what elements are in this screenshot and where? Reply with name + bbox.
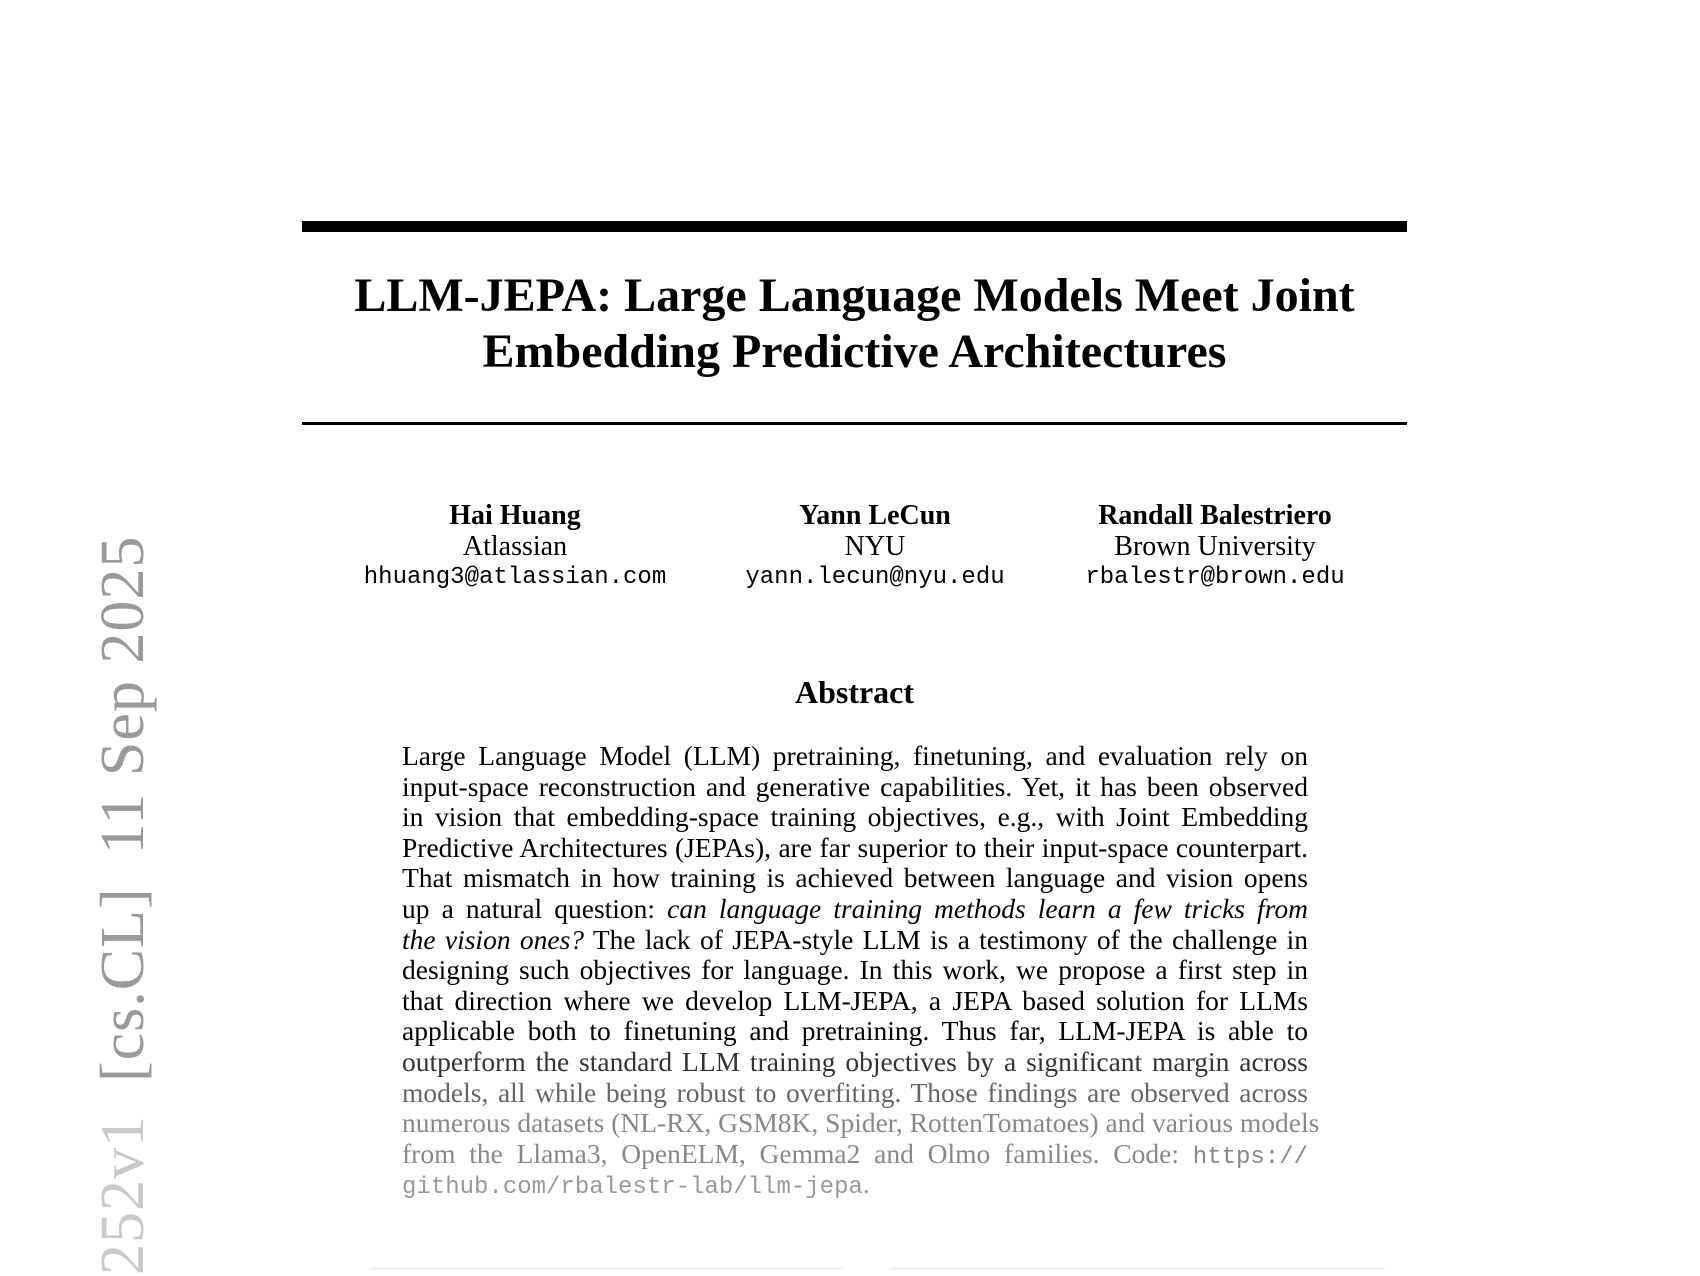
author-name: Yann LeCun: [799, 500, 951, 531]
abstract-line: designing such objectives for language. In this work, we propose a first step in: [402, 954, 1308, 986]
abstract-line: numerous datasets (NL-RX, GSM8K, Spider, RottenTomatoes) and various models: [402, 1107, 1320, 1139]
paper-title: [302, 268, 1407, 380]
abstract-line: [402, 1169, 1308, 1200]
title-bottom-rule: [302, 422, 1407, 425]
author-affiliation: Brown University: [1114, 531, 1316, 562]
abstract-text: from the Llama3, OpenELM, Gemma2 and Olmo families. Code:: [402, 1137, 1179, 1169]
author-block-3: [1045, 500, 1385, 593]
title-line-2: Embedding Predictive Architectures: [482, 325, 1227, 378]
author-affiliation: NYU: [844, 531, 906, 562]
abstract-line: Predictive Architectures (JEPAs), are far superior to their input-space counterpart.: [402, 831, 1308, 863]
arxiv-stamp: [89, 535, 157, 1275]
top-rule: [302, 221, 1407, 232]
author-name: Hai Huang: [449, 500, 581, 531]
abstract-line: models, all while being robust to overfiting. Those findings are observed across: [402, 1076, 1308, 1108]
code-link-part-2[interactable]: github.com/rbalestr-lab/llm-jepa: [402, 1174, 863, 1202]
title-line-1: LLM-JEPA: Large Language Models Meet Joint: [354, 269, 1355, 322]
abstract-line: [402, 894, 1308, 925]
author-block-2: [705, 500, 1045, 593]
abstract-text: up a natural question:: [402, 892, 656, 924]
abstract-line: [402, 1139, 1308, 1170]
abstract-body: [402, 740, 1320, 1202]
author-name: Randall Balestriero: [1098, 500, 1332, 531]
abstract-period: .: [862, 1168, 870, 1200]
abstract-line: That mismatch in how training is achieved between language and vision opens: [402, 862, 1308, 894]
abstract-line: applicable both to finetuning and pretraining. Thus far, LLM-JEPA is able to: [402, 1015, 1308, 1047]
author-affiliation: Atlassian: [462, 531, 568, 562]
abstract-italic-question: the vision ones?: [402, 923, 585, 955]
author-email: yann.lecun@nyu.edu: [745, 564, 1005, 591]
abstract-line: outperform the standard LLM training objectives by a significant margin across: [402, 1045, 1308, 1077]
abstract-line: Large Language Model (LLM) pretraining, finetuning, and evaluation rely on: [402, 740, 1308, 771]
arxiv-category: [cs.CL]: [89, 887, 157, 1082]
arxiv-id-fragment: 252v1: [89, 1115, 157, 1275]
abstract-line: that direction where we develop LLM-JEPA, a JEPA based solution for LLMs: [402, 984, 1308, 1016]
abstract-line: [402, 925, 1308, 956]
abstract-text: The lack of JEPA-style LLM is a testimony of the challenge in: [592, 923, 1308, 955]
abstract-line: in vision that embedding-space training objectives, e.g., with Joint Embedding: [402, 801, 1308, 833]
author-email: hhuang3@atlassian.com: [363, 564, 667, 591]
author-block-1: [345, 500, 685, 593]
arxiv-date: 11 Sep 2025: [89, 535, 157, 855]
author-email: rbalestr@brown.edu: [1085, 564, 1345, 591]
abstract-heading: Abstract: [794, 674, 915, 710]
abstract-line: input-space reconstruction and generative capabilities. Yet, it has been observed: [402, 770, 1308, 802]
abstract-italic-question: can language training methods learn a few tricks from: [667, 892, 1308, 924]
code-link-part-1[interactable]: https://: [1192, 1143, 1309, 1171]
